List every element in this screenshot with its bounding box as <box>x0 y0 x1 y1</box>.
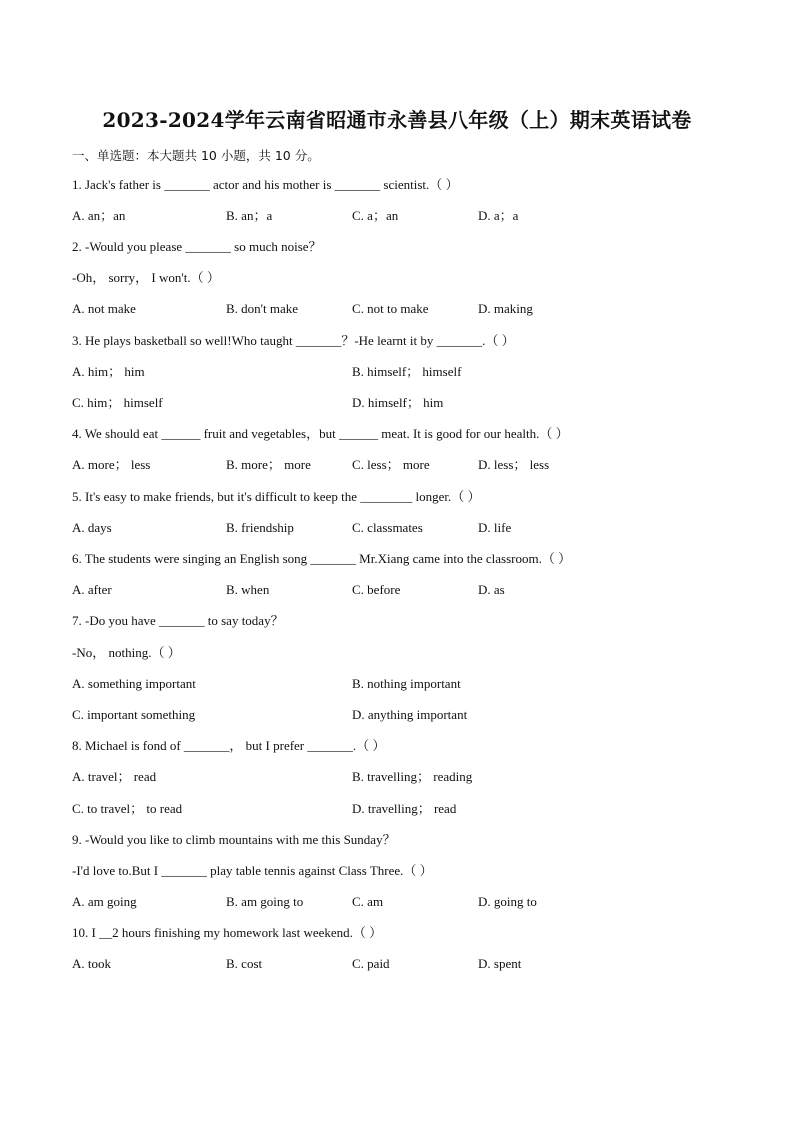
option-b: B. himself； himself <box>352 364 462 379</box>
question-5-stem: 5. It's easy to make friends, but it's difficult to keep the ________ longer.（ ） <box>72 489 481 504</box>
question-6-options <box>72 582 772 598</box>
option-d: D. a；a <box>478 208 519 223</box>
question-4-options <box>72 457 772 473</box>
option-c: C. to travel； to read <box>72 801 183 816</box>
question-3-stem: 3. He plays basketball so well!Who taught _______？-He learnt it by _______.（ ） <box>72 333 515 348</box>
question-2-stem: 2. -Would you please _______ so much noise？ <box>72 239 322 254</box>
option-c: C. not to make <box>352 301 429 316</box>
option-d: D. making <box>478 301 533 316</box>
question-9-reply: -I'd love to.But I _______ play table tennis against Class Three.（ ） <box>72 863 433 878</box>
question-10-stem: 10. I __2 hours finishing my homework last weekend.（ ） <box>72 925 383 940</box>
option-c: C. him； himself <box>72 395 163 410</box>
option-d: D. going to <box>478 894 537 909</box>
option-a: A. an；an <box>72 208 126 223</box>
option-c: C. a；an <box>352 208 399 223</box>
option-a: A. something important <box>72 676 196 691</box>
option-a: A. more； less <box>72 457 151 472</box>
question-3-options-row2 <box>72 395 772 411</box>
section-heading: 一、单选题：本大题共 10 小题，共 10 分。 <box>72 148 320 163</box>
option-a: A. him； him <box>72 364 145 379</box>
question-7-reply: -No， nothing.（ ） <box>72 645 181 660</box>
question-9-options <box>72 894 772 910</box>
option-b: B. cost <box>226 956 263 971</box>
option-a: A. took <box>72 956 111 971</box>
question-4-stem: 4. We should eat ______ fruit and vegetables，but ______ meat. It is good for our health.（ ） <box>72 426 569 441</box>
option-c: C. paid <box>352 956 390 971</box>
option-b: B. when <box>226 582 270 597</box>
option-b: B. am going to <box>226 894 304 909</box>
page-title: 2023-2024学年云南省昭通市永善县八年级（上）期末英语试卷 <box>102 108 692 132</box>
question-2-reply: -Oh， sorry， I won't.（ ） <box>72 270 220 285</box>
question-6-stem: 6. The students were singing an English song _______ Mr.Xiang came into the classroom.（ ） <box>72 551 572 566</box>
question-5-options <box>72 520 772 536</box>
question-8-options-row1 <box>72 769 772 785</box>
option-b: B. friendship <box>226 520 294 535</box>
option-a: A. am going <box>72 894 137 909</box>
option-c: C. before <box>352 582 401 597</box>
option-c: C. classmates <box>352 520 423 535</box>
option-b: B. nothing important <box>352 676 461 691</box>
option-c: C. important something <box>72 707 196 722</box>
question-1-options <box>72 208 772 224</box>
option-d: D. spent <box>478 956 522 971</box>
question-10-options <box>72 956 772 972</box>
option-a: A. not make <box>72 301 136 316</box>
question-1-stem: 1. Jack's father is _______ actor and his mother is _______ scientist.（ ） <box>72 177 459 192</box>
option-d: D. life <box>478 520 512 535</box>
option-d: D. less； less <box>478 457 550 472</box>
option-b: B. an；a <box>226 208 273 223</box>
option-d: D. anything important <box>352 707 468 722</box>
option-a: A. days <box>72 520 112 535</box>
question-8-stem: 8. Michael is fond of _______， but I prefer _______.（ ） <box>72 738 386 753</box>
question-8-options-row2 <box>72 801 772 817</box>
question-7-options-row2 <box>72 707 772 723</box>
question-7-options-row1 <box>72 676 772 692</box>
question-7-stem: 7. -Do you have _______ to say today？ <box>72 613 284 628</box>
option-d: D. himself； him <box>352 395 444 410</box>
question-2-options <box>72 301 772 317</box>
option-b: B. travelling； reading <box>352 769 473 784</box>
option-a: A. travel； read <box>72 769 157 784</box>
option-a: A. after <box>72 582 112 597</box>
option-c: C. am <box>352 894 384 909</box>
option-b: B. don't make <box>226 301 299 316</box>
option-d: D. as <box>478 582 505 597</box>
option-b: B. more； more <box>226 457 311 472</box>
question-9-stem: 9. -Would you like to climb mountains with me this Sunday？ <box>72 832 396 847</box>
question-3-options-row1 <box>72 364 772 380</box>
option-d: D. travelling； read <box>352 801 457 816</box>
option-c: C. less； more <box>352 457 430 472</box>
